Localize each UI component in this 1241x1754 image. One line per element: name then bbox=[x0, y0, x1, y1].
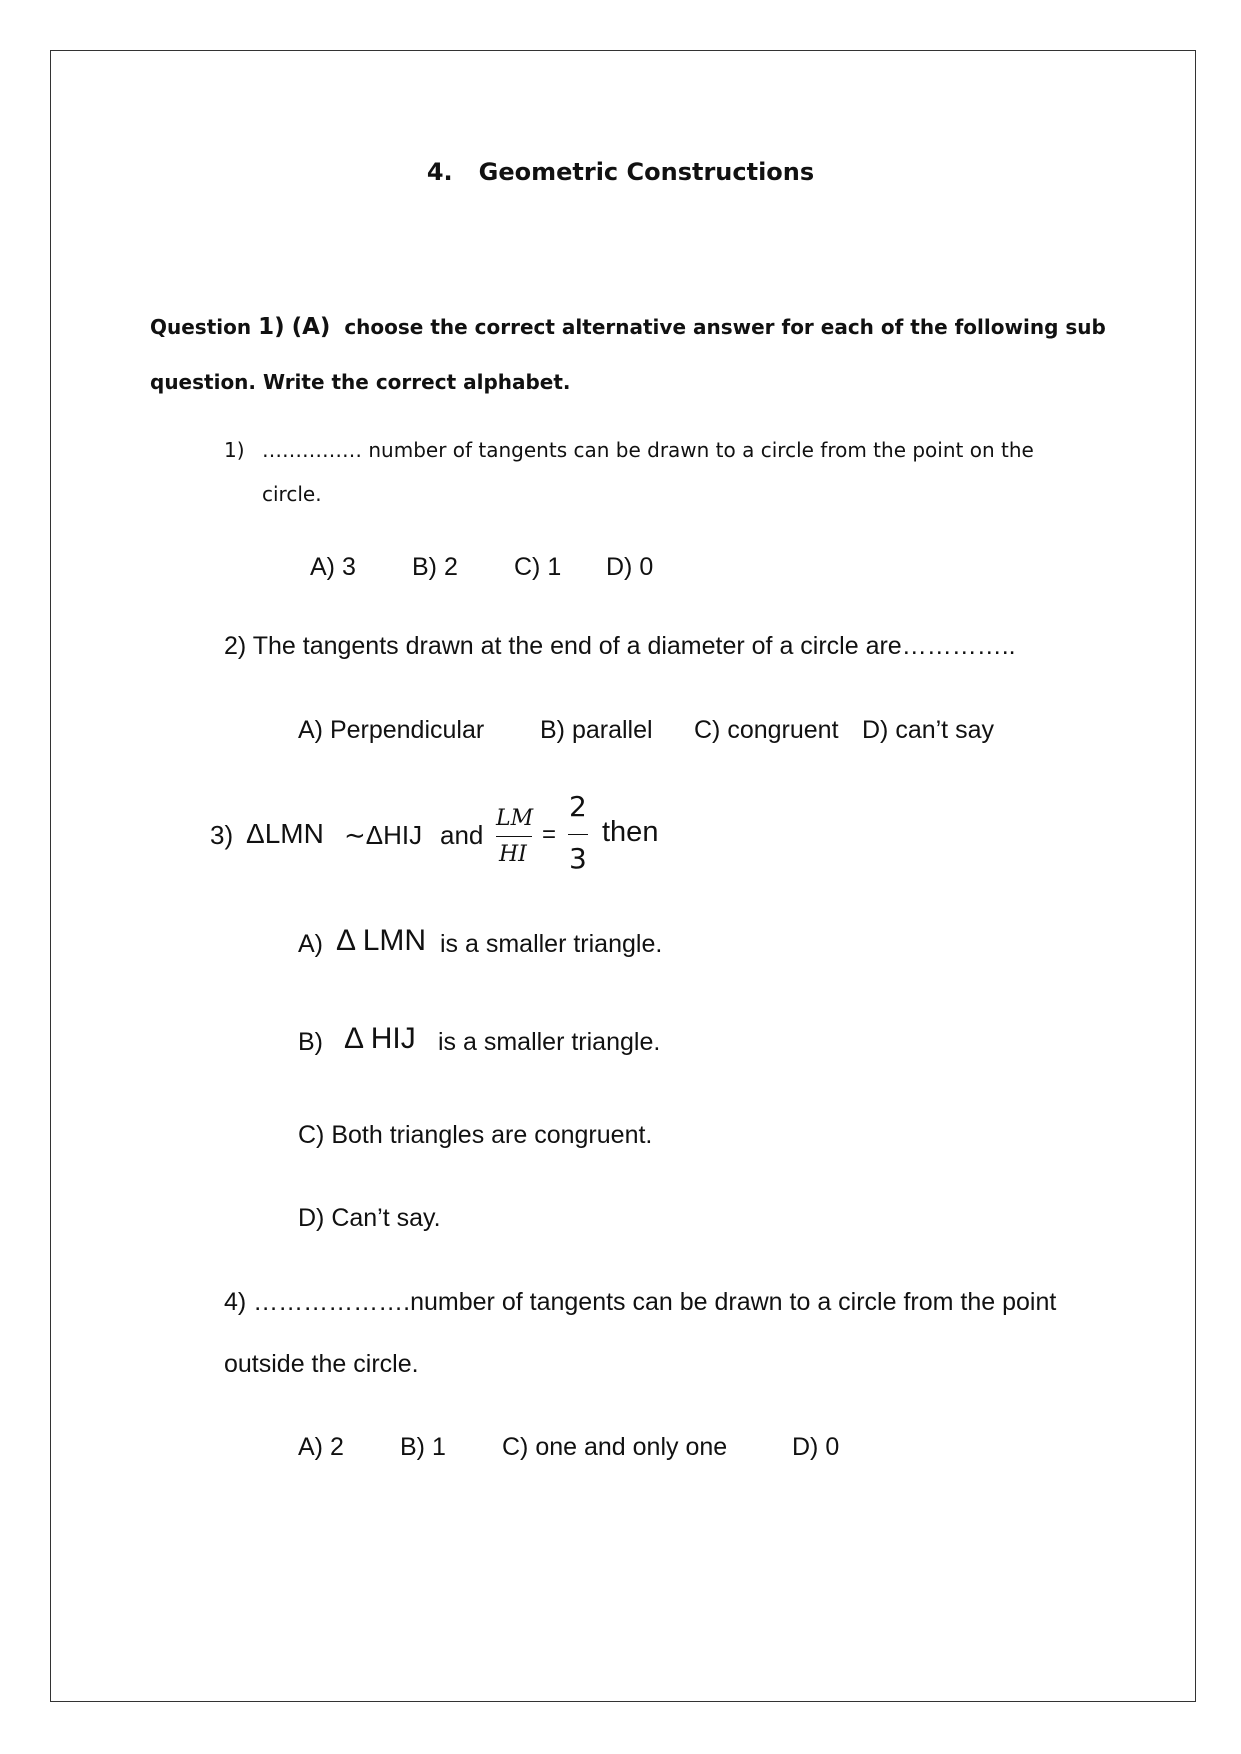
q1-text-line2: circle. bbox=[262, 482, 322, 506]
section-number: 4. bbox=[426, 158, 453, 186]
q2-option-d: D) can’t say bbox=[862, 716, 994, 744]
q1-options bbox=[310, 553, 653, 582]
section-title: Geometric Constructions bbox=[478, 158, 815, 186]
q4-option-c: C) one and only one bbox=[502, 1433, 728, 1461]
q2-text: 2) The tangents drawn at the end of a diameter of a circle are………….. bbox=[224, 632, 1016, 660]
q4-text-line2: outside the circle. bbox=[224, 1350, 419, 1378]
q3-triangle-lmn: ΔLMN bbox=[246, 818, 324, 849]
q4-options bbox=[298, 1433, 839, 1462]
q3-option-b-label: B) bbox=[298, 1028, 323, 1056]
q1-option-d: D) 0 bbox=[606, 553, 654, 581]
q4-option-b: B) 1 bbox=[400, 1433, 446, 1461]
question-header-line2: question. Write the correct alphabet. bbox=[150, 370, 571, 394]
question-label: Question bbox=[150, 315, 252, 339]
question-instruction-line1: choose the correct alternative answer for each of the following sub bbox=[344, 315, 1106, 339]
question-number: 1) bbox=[258, 314, 285, 340]
q2-option-a: A) Perpendicular bbox=[298, 716, 485, 744]
q3-option-a-text: is a smaller triangle. bbox=[440, 930, 663, 958]
q3-equals: = bbox=[542, 821, 557, 848]
q4-option-a: A) 2 bbox=[298, 1433, 344, 1461]
q3-similar-triangle: ∼ΔHIJ bbox=[344, 820, 423, 850]
q3-fraction-bar bbox=[496, 836, 532, 837]
q3-ratio-bar bbox=[568, 834, 588, 835]
q1-option-b: B) 2 bbox=[412, 553, 458, 581]
q3-fraction-numerator: LM bbox=[496, 806, 534, 831]
q2-options bbox=[298, 716, 994, 745]
q3-option-b-text: is a smaller triangle. bbox=[438, 1028, 661, 1056]
q3-fraction-denominator: HI bbox=[499, 842, 527, 867]
q4-option-d: D) 0 bbox=[792, 1433, 840, 1461]
q1-text-line1: …………… number of tangents can be drawn to a circle from the point on the bbox=[262, 438, 1034, 462]
q1-number: 1) bbox=[224, 438, 245, 462]
page-title bbox=[0, 158, 1241, 186]
question-part: (A) bbox=[291, 314, 331, 340]
q1-option-c: C) 1 bbox=[514, 553, 562, 581]
q3-number: 3) bbox=[210, 820, 234, 850]
question-header-line1 bbox=[150, 314, 1106, 340]
q1-option-a: A) 3 bbox=[310, 553, 356, 581]
q3-ratio-denominator: 3 bbox=[569, 842, 587, 875]
q3-option-a-label: A) bbox=[298, 930, 323, 958]
q3-ratio-numerator: 2 bbox=[569, 790, 587, 823]
q3-option-d: D) Can’t say. bbox=[298, 1204, 441, 1232]
q3-option-c: C) Both triangles are congruent. bbox=[298, 1121, 653, 1149]
q3-then: then bbox=[602, 816, 659, 848]
q3-option-b-triangle: Δ HIJ bbox=[344, 1022, 416, 1055]
q3-option-a-triangle: Δ LMN bbox=[336, 924, 427, 957]
q3-and: and bbox=[440, 820, 484, 850]
q2-option-c: C) congruent bbox=[694, 716, 839, 744]
q2-option-b: B) parallel bbox=[540, 716, 653, 744]
q4-text-line1: 4) ……………….number of tangents can be drawn to a circle from the point bbox=[224, 1288, 1057, 1316]
